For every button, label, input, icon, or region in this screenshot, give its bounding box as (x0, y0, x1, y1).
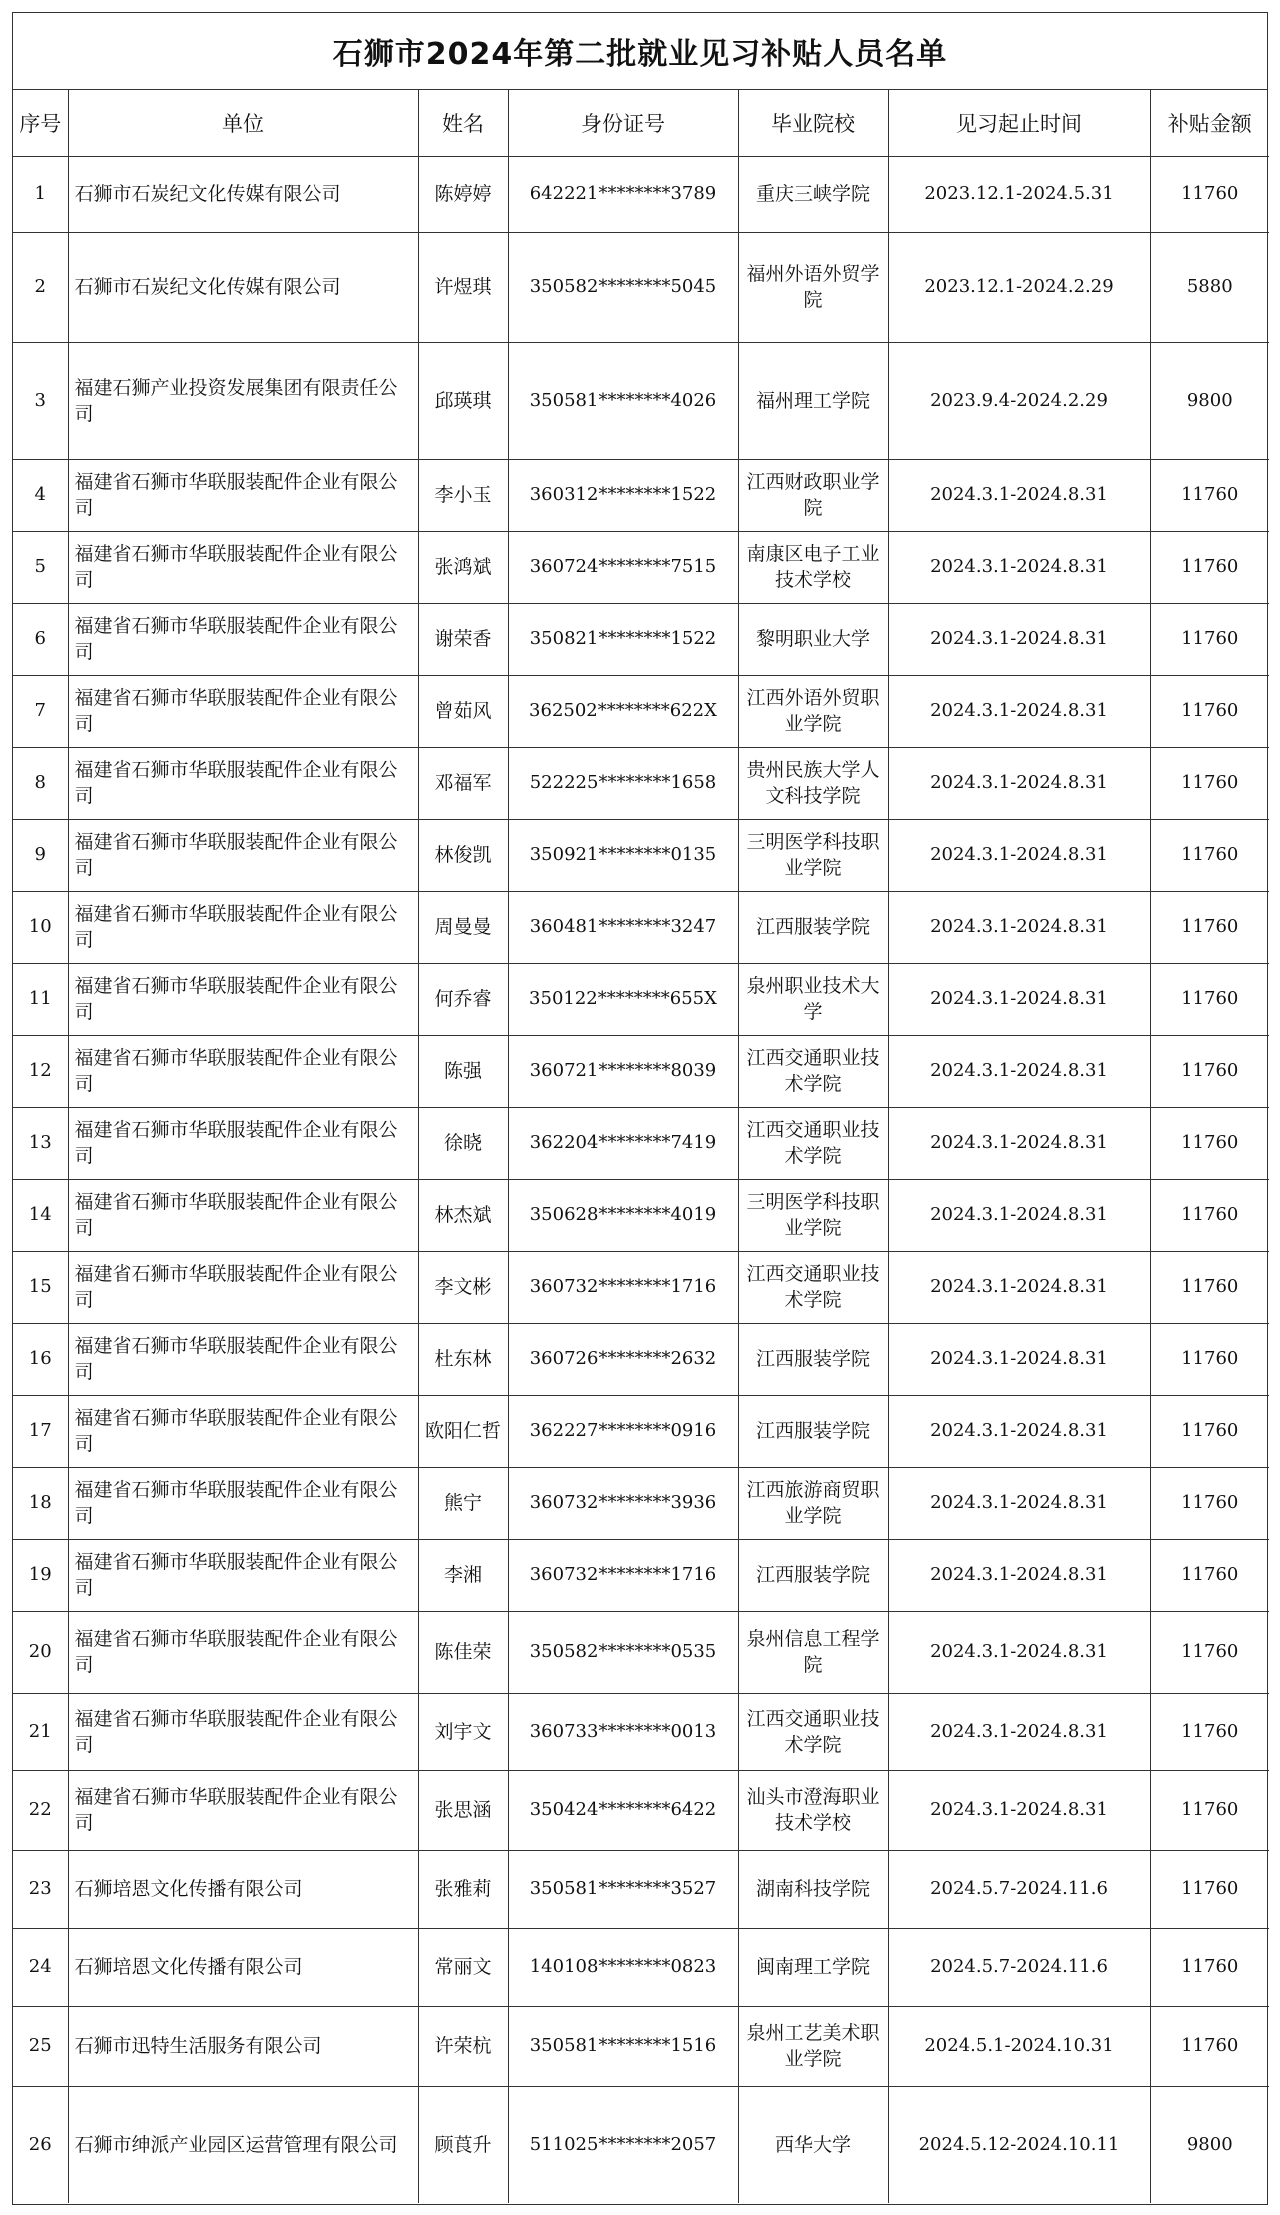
table-row (13, 1251, 1269, 1323)
cell-school: 江西服装学院 (738, 1323, 888, 1395)
cell-period: 2024.3.1-2024.8.31 (888, 1035, 1150, 1107)
cell-school: 江西财政职业学院 (738, 459, 888, 531)
cell-unit: 福建省石狮市华联服装配件企业有限公司 (68, 1395, 418, 1467)
cell-unit: 福建省石狮市华联服装配件企业有限公司 (68, 1539, 418, 1611)
cell-amount: 11760 (1150, 675, 1269, 747)
cell-name: 林杰斌 (418, 1179, 508, 1251)
cell-unit: 福建省石狮市华联服装配件企业有限公司 (68, 747, 418, 819)
cell-id: 140108********0823 (508, 1928, 738, 2006)
cell-amount: 11760 (1150, 1107, 1269, 1179)
cell-seq: 3 (13, 342, 68, 459)
cell-id: 362227********0916 (508, 1395, 738, 1467)
cell-amount: 11760 (1150, 1928, 1269, 2006)
cell-name: 杜东林 (418, 1323, 508, 1395)
cell-id: 350581********4026 (508, 342, 738, 459)
table-row (13, 2006, 1269, 2086)
cell-seq: 21 (13, 1693, 68, 1770)
cell-period: 2024.3.1-2024.8.31 (888, 675, 1150, 747)
cell-seq: 13 (13, 1107, 68, 1179)
cell-school: 福州外语外贸学院 (738, 232, 888, 342)
cell-period: 2024.3.1-2024.8.31 (888, 1693, 1150, 1770)
cell-school: 汕头市澄海职业技术学校 (738, 1770, 888, 1850)
cell-seq: 2 (13, 232, 68, 342)
cell-amount: 5880 (1150, 232, 1269, 342)
cell-name: 何乔睿 (418, 963, 508, 1035)
cell-unit: 石狮市石炭纪文化传媒有限公司 (68, 156, 418, 232)
table-row (13, 1179, 1269, 1251)
cell-seq: 24 (13, 1928, 68, 2006)
cell-name: 徐晓 (418, 1107, 508, 1179)
cell-amount: 11760 (1150, 156, 1269, 232)
table-row (13, 675, 1269, 747)
cell-unit: 福建省石狮市华联服装配件企业有限公司 (68, 891, 418, 963)
table-body (13, 156, 1269, 2203)
header-amount: 补贴金额 (1150, 90, 1269, 156)
cell-name: 谢荣香 (418, 603, 508, 675)
cell-id: 350122********655X (508, 963, 738, 1035)
cell-unit: 石狮市绅派产业园区运营管理有限公司 (68, 2086, 418, 2203)
table-row (13, 819, 1269, 891)
cell-school: 贵州民族大学人文科技学院 (738, 747, 888, 819)
cell-seq: 4 (13, 459, 68, 531)
cell-period: 2024.5.1-2024.10.31 (888, 2006, 1150, 2086)
cell-unit: 福建省石狮市华联服装配件企业有限公司 (68, 1770, 418, 1850)
cell-seq: 20 (13, 1611, 68, 1693)
table-row (13, 603, 1269, 675)
cell-school: 黎明职业大学 (738, 603, 888, 675)
cell-amount: 11760 (1150, 1693, 1269, 1770)
table-row (13, 747, 1269, 819)
cell-id: 642221********3789 (508, 156, 738, 232)
cell-seq: 18 (13, 1467, 68, 1539)
header-period: 见习起止时间 (888, 90, 1150, 156)
cell-amount: 11760 (1150, 459, 1269, 531)
table-row (13, 1850, 1269, 1928)
cell-school: 泉州工艺美术职业学院 (738, 2006, 888, 2086)
cell-name: 许煜琪 (418, 232, 508, 342)
cell-seq: 11 (13, 963, 68, 1035)
table-row (13, 1395, 1269, 1467)
cell-amount: 11760 (1150, 819, 1269, 891)
cell-name: 陈婷婷 (418, 156, 508, 232)
header-id: 身份证号 (508, 90, 738, 156)
cell-id: 350581********3527 (508, 1850, 738, 1928)
cell-period: 2024.3.1-2024.8.31 (888, 459, 1150, 531)
cell-id: 360481********3247 (508, 891, 738, 963)
cell-id: 350581********1516 (508, 2006, 738, 2086)
cell-amount: 11760 (1150, 531, 1269, 603)
cell-period: 2024.3.1-2024.8.31 (888, 963, 1150, 1035)
cell-amount: 11760 (1150, 1611, 1269, 1693)
cell-id: 360312********1522 (508, 459, 738, 531)
cell-id: 360726********2632 (508, 1323, 738, 1395)
cell-school: 江西服装学院 (738, 1539, 888, 1611)
table-row (13, 1035, 1269, 1107)
cell-unit: 福建省石狮市华联服装配件企业有限公司 (68, 531, 418, 603)
cell-period: 2024.3.1-2024.8.31 (888, 891, 1150, 963)
cell-school: 闽南理工学院 (738, 1928, 888, 2006)
cell-period: 2024.3.1-2024.8.31 (888, 531, 1150, 603)
cell-unit: 石狮市迅特生活服务有限公司 (68, 2006, 418, 2086)
cell-amount: 11760 (1150, 891, 1269, 963)
table-row (13, 1467, 1269, 1539)
cell-period: 2023.12.1-2024.5.31 (888, 156, 1150, 232)
table-row (13, 963, 1269, 1035)
cell-amount: 11760 (1150, 1467, 1269, 1539)
cell-unit: 福建省石狮市华联服装配件企业有限公司 (68, 675, 418, 747)
cell-id: 362502********622X (508, 675, 738, 747)
cell-period: 2024.5.12-2024.10.11 (888, 2086, 1150, 2203)
cell-seq: 14 (13, 1179, 68, 1251)
cell-school: 江西旅游商贸职业学院 (738, 1467, 888, 1539)
cell-school: 西华大学 (738, 2086, 888, 2203)
cell-period: 2024.3.1-2024.8.31 (888, 1770, 1150, 1850)
cell-period: 2024.3.1-2024.8.31 (888, 1251, 1150, 1323)
cell-unit: 石狮市石炭纪文化传媒有限公司 (68, 232, 418, 342)
cell-seq: 17 (13, 1395, 68, 1467)
cell-school: 江西交通职业技术学院 (738, 1035, 888, 1107)
cell-period: 2024.3.1-2024.8.31 (888, 747, 1150, 819)
cell-name: 林俊凯 (418, 819, 508, 891)
table-row (13, 1539, 1269, 1611)
cell-amount: 11760 (1150, 1395, 1269, 1467)
cell-id: 360721********8039 (508, 1035, 738, 1107)
cell-name: 陈佳荣 (418, 1611, 508, 1693)
table-row (13, 459, 1269, 531)
cell-id: 360732********1716 (508, 1251, 738, 1323)
table-row (13, 1693, 1269, 1770)
cell-seq: 23 (13, 1850, 68, 1928)
cell-unit: 福建省石狮市华联服装配件企业有限公司 (68, 1035, 418, 1107)
table-row (13, 1770, 1269, 1850)
page-title: 石狮市2024年第二批就业见习补贴人员名单 (13, 13, 1267, 90)
cell-school: 江西服装学院 (738, 1395, 888, 1467)
cell-name: 张思涵 (418, 1770, 508, 1850)
cell-amount: 9800 (1150, 2086, 1269, 2203)
cell-school: 泉州职业技术大学 (738, 963, 888, 1035)
cell-school: 泉州信息工程学院 (738, 1611, 888, 1693)
cell-seq: 22 (13, 1770, 68, 1850)
cell-name: 欧阳仁哲 (418, 1395, 508, 1467)
cell-name: 刘宇文 (418, 1693, 508, 1770)
table-row (13, 232, 1269, 342)
table-header-row (13, 90, 1269, 156)
subsidy-table (13, 90, 1269, 2203)
cell-seq: 9 (13, 819, 68, 891)
cell-seq: 8 (13, 747, 68, 819)
cell-amount: 11760 (1150, 603, 1269, 675)
cell-period: 2024.5.7-2024.11.6 (888, 1928, 1150, 2006)
cell-school: 福州理工学院 (738, 342, 888, 459)
cell-unit: 石狮培恩文化传播有限公司 (68, 1928, 418, 2006)
cell-name: 许荣杭 (418, 2006, 508, 2086)
cell-amount: 11760 (1150, 1539, 1269, 1611)
table-row (13, 1611, 1269, 1693)
cell-id: 362204********7419 (508, 1107, 738, 1179)
cell-seq: 6 (13, 603, 68, 675)
cell-seq: 26 (13, 2086, 68, 2203)
cell-seq: 15 (13, 1251, 68, 1323)
cell-period: 2024.3.1-2024.8.31 (888, 819, 1150, 891)
cell-school: 江西交通职业技术学院 (738, 1693, 888, 1770)
cell-id: 350424********6422 (508, 1770, 738, 1850)
cell-seq: 10 (13, 891, 68, 963)
cell-name: 李小玉 (418, 459, 508, 531)
cell-amount: 11760 (1150, 1251, 1269, 1323)
cell-unit: 福建省石狮市华联服装配件企业有限公司 (68, 1107, 418, 1179)
cell-name: 邓福军 (418, 747, 508, 819)
cell-unit: 福建省石狮市华联服装配件企业有限公司 (68, 1693, 418, 1770)
cell-seq: 16 (13, 1323, 68, 1395)
table-row (13, 2086, 1269, 2203)
cell-name: 周曼曼 (418, 891, 508, 963)
table-row (13, 1928, 1269, 2006)
cell-unit: 福建省石狮市华联服装配件企业有限公司 (68, 1467, 418, 1539)
cell-name: 邱瑛琪 (418, 342, 508, 459)
cell-name: 常丽文 (418, 1928, 508, 2006)
cell-amount: 11760 (1150, 963, 1269, 1035)
cell-period: 2024.3.1-2024.8.31 (888, 1179, 1150, 1251)
cell-seq: 5 (13, 531, 68, 603)
cell-id: 360724********7515 (508, 531, 738, 603)
cell-period: 2023.9.4-2024.2.29 (888, 342, 1150, 459)
cell-unit: 福建省石狮市华联服装配件企业有限公司 (68, 459, 418, 531)
table-row (13, 891, 1269, 963)
cell-period: 2024.3.1-2024.8.31 (888, 1611, 1150, 1693)
cell-name: 熊宁 (418, 1467, 508, 1539)
cell-amount: 11760 (1150, 747, 1269, 819)
cell-seq: 19 (13, 1539, 68, 1611)
table-row (13, 531, 1269, 603)
cell-period: 2024.3.1-2024.8.31 (888, 1539, 1150, 1611)
document-sheet (12, 12, 1268, 2205)
cell-seq: 25 (13, 2006, 68, 2086)
cell-unit: 福建石狮产业投资发展集团有限责任公司 (68, 342, 418, 459)
cell-period: 2024.3.1-2024.8.31 (888, 603, 1150, 675)
table-row (13, 1107, 1269, 1179)
cell-id: 360732********1716 (508, 1539, 738, 1611)
cell-period: 2023.12.1-2024.2.29 (888, 232, 1150, 342)
header-name: 姓名 (418, 90, 508, 156)
header-seq: 序号 (13, 90, 68, 156)
header-school: 毕业院校 (738, 90, 888, 156)
cell-amount: 11760 (1150, 1850, 1269, 1928)
cell-id: 350821********1522 (508, 603, 738, 675)
cell-seq: 7 (13, 675, 68, 747)
cell-school: 南康区电子工业技术学校 (738, 531, 888, 603)
cell-unit: 福建省石狮市华联服装配件企业有限公司 (68, 1323, 418, 1395)
cell-unit: 福建省石狮市华联服装配件企业有限公司 (68, 963, 418, 1035)
cell-unit: 福建省石狮市华联服装配件企业有限公司 (68, 1251, 418, 1323)
cell-name: 陈强 (418, 1035, 508, 1107)
cell-period: 2024.3.1-2024.8.31 (888, 1467, 1150, 1539)
cell-amount: 11760 (1150, 1035, 1269, 1107)
cell-id: 350582********5045 (508, 232, 738, 342)
cell-unit: 福建省石狮市华联服装配件企业有限公司 (68, 819, 418, 891)
cell-unit: 福建省石狮市华联服装配件企业有限公司 (68, 1611, 418, 1693)
cell-id: 350582********0535 (508, 1611, 738, 1693)
cell-id: 360733********0013 (508, 1693, 738, 1770)
cell-amount: 11760 (1150, 1770, 1269, 1850)
cell-seq: 1 (13, 156, 68, 232)
cell-unit: 福建省石狮市华联服装配件企业有限公司 (68, 1179, 418, 1251)
cell-name: 张鸿斌 (418, 531, 508, 603)
cell-name: 张雅莉 (418, 1850, 508, 1928)
cell-school: 江西服装学院 (738, 891, 888, 963)
cell-name: 顾莨升 (418, 2086, 508, 2203)
cell-school: 江西外语外贸职业学院 (738, 675, 888, 747)
cell-period: 2024.3.1-2024.8.31 (888, 1107, 1150, 1179)
cell-period: 2024.3.1-2024.8.31 (888, 1323, 1150, 1395)
cell-unit: 石狮培恩文化传播有限公司 (68, 1850, 418, 1928)
cell-school: 重庆三峡学院 (738, 156, 888, 232)
cell-period: 2024.5.7-2024.11.6 (888, 1850, 1150, 1928)
cell-school: 江西交通职业技术学院 (738, 1107, 888, 1179)
cell-school: 江西交通职业技术学院 (738, 1251, 888, 1323)
cell-id: 511025********2057 (508, 2086, 738, 2203)
cell-id: 522225********1658 (508, 747, 738, 819)
cell-name: 李湘 (418, 1539, 508, 1611)
table-row (13, 156, 1269, 232)
header-unit: 单位 (68, 90, 418, 156)
cell-unit: 福建省石狮市华联服装配件企业有限公司 (68, 603, 418, 675)
cell-id: 350628********4019 (508, 1179, 738, 1251)
cell-amount: 11760 (1150, 1323, 1269, 1395)
cell-id: 360732********3936 (508, 1467, 738, 1539)
cell-period: 2024.3.1-2024.8.31 (888, 1395, 1150, 1467)
table-row (13, 1323, 1269, 1395)
cell-id: 350921********0135 (508, 819, 738, 891)
cell-amount: 9800 (1150, 342, 1269, 459)
cell-school: 三明医学科技职业学院 (738, 1179, 888, 1251)
cell-name: 李文彬 (418, 1251, 508, 1323)
cell-amount: 11760 (1150, 1179, 1269, 1251)
cell-school: 三明医学科技职业学院 (738, 819, 888, 891)
cell-seq: 12 (13, 1035, 68, 1107)
cell-school: 湖南科技学院 (738, 1850, 888, 1928)
cell-amount: 11760 (1150, 2006, 1269, 2086)
table-row (13, 342, 1269, 459)
cell-name: 曾茹风 (418, 675, 508, 747)
